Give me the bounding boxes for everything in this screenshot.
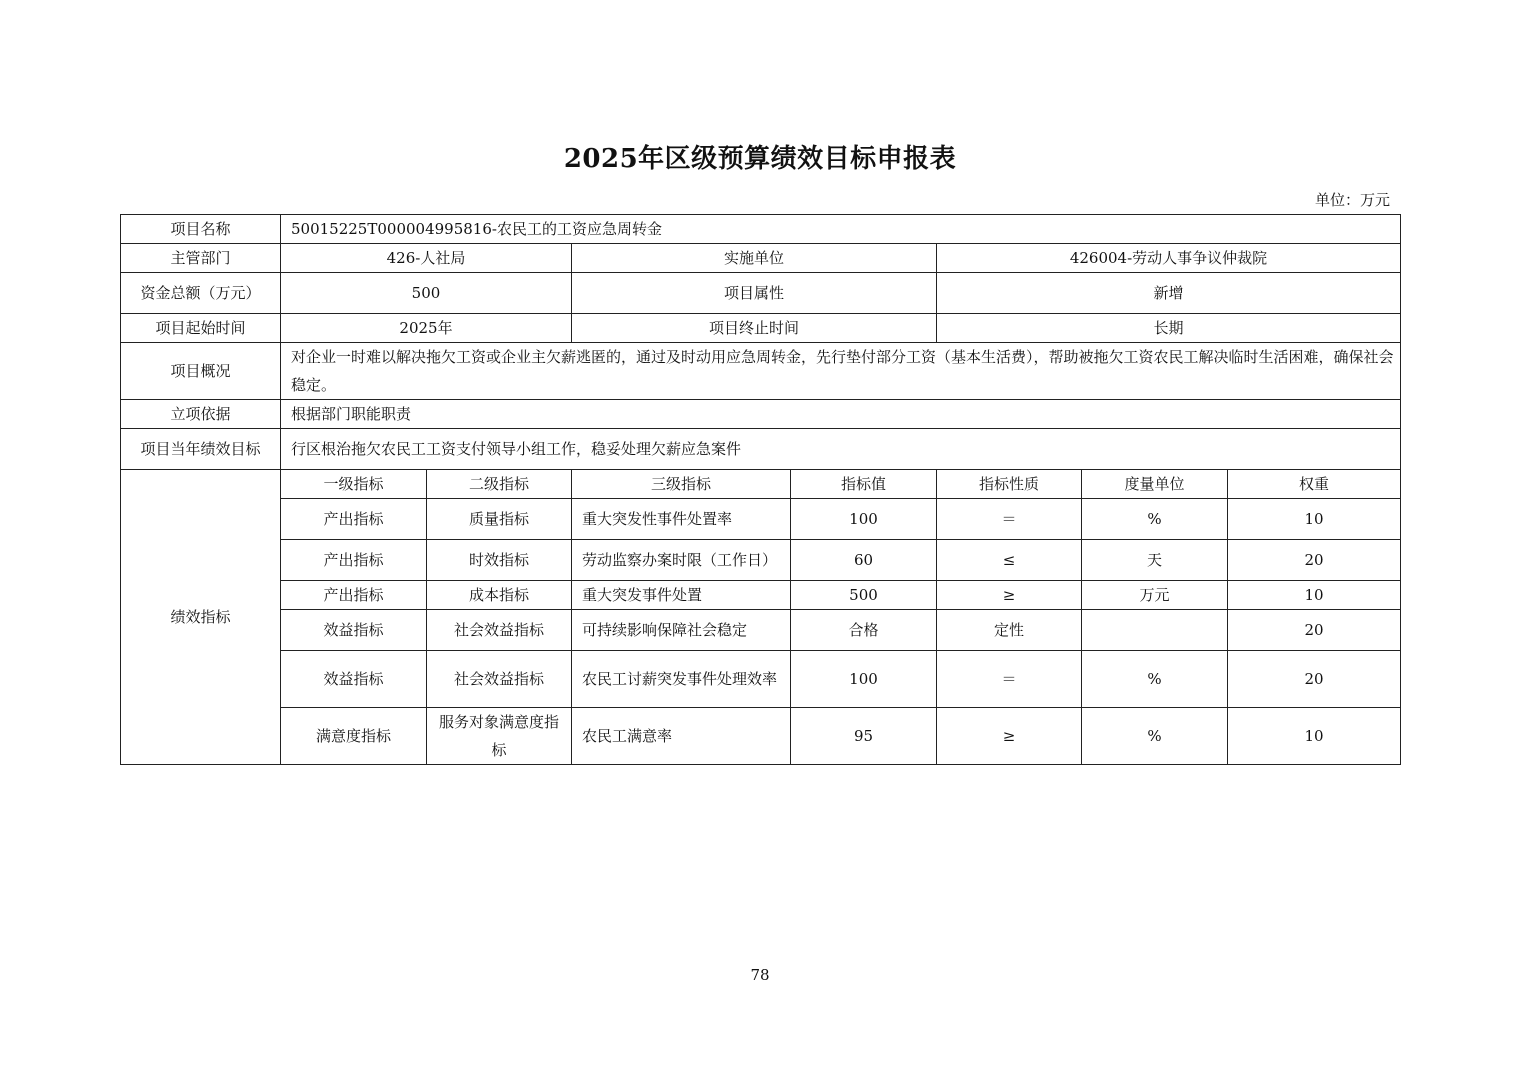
indicator-header-row <box>121 470 1401 499</box>
attr-value: 新增 <box>937 273 1401 314</box>
weight-cell: 20 <box>1228 610 1401 651</box>
goal-label: 项目当年绩效目标 <box>121 429 281 470</box>
weight-cell: 20 <box>1228 651 1401 708</box>
weight-cell: 20 <box>1228 540 1401 581</box>
nature-cell: 定性 <box>937 610 1082 651</box>
nature-cell: ≤ <box>937 540 1082 581</box>
row-goal <box>121 429 1401 470</box>
row-department <box>121 244 1401 273</box>
unit-cell: 天 <box>1082 540 1228 581</box>
level3-cell: 重大突发性事件处置率 <box>572 499 791 540</box>
table-row <box>121 499 1401 540</box>
nature-cell: ＝ <box>937 651 1082 708</box>
dept-value: 426-人社局 <box>281 244 572 273</box>
end-value: 长期 <box>937 314 1401 343</box>
overview-label: 项目概况 <box>121 343 281 400</box>
weight-cell: 10 <box>1228 581 1401 610</box>
goal-value: 行区根治拖欠农民工工资支付领导小组工作，稳妥处理欠薪应急案件 <box>281 429 1401 470</box>
unit-cell: % <box>1082 651 1228 708</box>
header-level2: 二级指标 <box>427 470 572 499</box>
basis-label: 立项依据 <box>121 400 281 429</box>
level3-cell: 劳动监察办案时限（工作日） <box>572 540 791 581</box>
level1-cell: 满意度指标 <box>281 708 427 765</box>
level2-cell: 成本指标 <box>427 581 572 610</box>
page-number: 78 <box>750 966 770 984</box>
row-fund <box>121 273 1401 314</box>
header-level1: 一级指标 <box>281 470 427 499</box>
unit-cell: % <box>1082 708 1228 765</box>
value-cell: 60 <box>791 540 937 581</box>
table-row <box>121 581 1401 610</box>
level2-cell: 质量指标 <box>427 499 572 540</box>
end-label: 项目终止时间 <box>572 314 937 343</box>
unit-cell: % <box>1082 499 1228 540</box>
start-label: 项目起始时间 <box>121 314 281 343</box>
level3-cell: 重大突发事件处置 <box>572 581 791 610</box>
basis-value: 根据部门职能职责 <box>281 400 1401 429</box>
row-time <box>121 314 1401 343</box>
header-value: 指标值 <box>791 470 937 499</box>
table-row <box>121 610 1401 651</box>
value-cell: 95 <box>791 708 937 765</box>
table-row <box>121 651 1401 708</box>
header-weight: 权重 <box>1228 470 1401 499</box>
impl-value: 426004-劳动人事争议仲裁院 <box>937 244 1401 273</box>
nature-cell: ＝ <box>937 499 1082 540</box>
performance-form-table <box>120 214 1401 765</box>
table-row <box>121 708 1401 765</box>
level1-cell: 产出指标 <box>281 581 427 610</box>
row-project-name <box>121 215 1401 244</box>
row-overview <box>121 343 1401 400</box>
unit-label: 单位：万元 <box>1314 191 1390 209</box>
table-row <box>121 540 1401 581</box>
level2-cell: 社会效益指标 <box>427 610 572 651</box>
level3-cell: 可持续影响保障社会稳定 <box>572 610 791 651</box>
level3-cell: 农民工讨薪突发事件处理效率 <box>572 651 791 708</box>
value-cell: 100 <box>791 499 937 540</box>
project-name-label: 项目名称 <box>121 215 281 244</box>
row-basis <box>121 400 1401 429</box>
level2-cell: 时效指标 <box>427 540 572 581</box>
overview-value: 对企业一时难以解决拖欠工资或企业主欠薪逃匿的，通过及时动用应急周转金，先行垫付部分工资（基本生活费），帮助被拖欠工资农民工解决临时生活困难，确保社会稳定。 <box>281 343 1401 400</box>
level2-cell: 社会效益指标 <box>427 651 572 708</box>
impl-label: 实施单位 <box>572 244 937 273</box>
weight-cell: 10 <box>1228 708 1401 765</box>
indicators-section-label: 绩效指标 <box>121 470 281 765</box>
page-title: 2025年区级预算绩效目标申报表 <box>563 144 957 174</box>
unit-cell <box>1082 610 1228 651</box>
value-cell: 合格 <box>791 610 937 651</box>
level2-cell: 服务对象满意度指标 <box>427 708 572 765</box>
project-name-value: 50015225T000004995816-农民工的工资应急周转金 <box>281 215 1401 244</box>
weight-cell: 10 <box>1228 499 1401 540</box>
level1-cell: 产出指标 <box>281 540 427 581</box>
header-unit: 度量单位 <box>1082 470 1228 499</box>
start-value: 2025年 <box>281 314 572 343</box>
level1-cell: 产出指标 <box>281 499 427 540</box>
dept-label: 主管部门 <box>121 244 281 273</box>
header-nature: 指标性质 <box>937 470 1082 499</box>
level3-cell: 农民工满意率 <box>572 708 791 765</box>
level1-cell: 效益指标 <box>281 610 427 651</box>
attr-label: 项目属性 <box>572 273 937 314</box>
fund-label: 资金总额（万元） <box>121 273 281 314</box>
fund-value: 500 <box>281 273 572 314</box>
nature-cell: ≥ <box>937 581 1082 610</box>
unit-cell: 万元 <box>1082 581 1228 610</box>
value-cell: 100 <box>791 651 937 708</box>
level1-cell: 效益指标 <box>281 651 427 708</box>
header-level3: 三级指标 <box>572 470 791 499</box>
value-cell: 500 <box>791 581 937 610</box>
nature-cell: ≥ <box>937 708 1082 765</box>
